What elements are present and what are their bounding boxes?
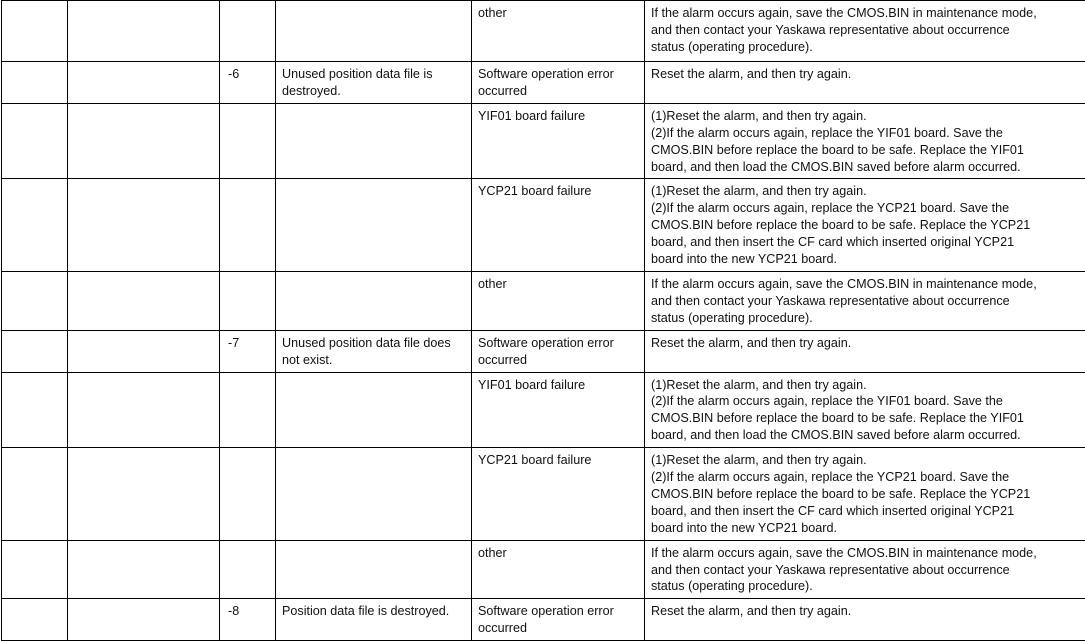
description-cell (276, 448, 472, 541)
alarm-name-cell (68, 271, 220, 330)
description-cell (276, 271, 472, 330)
alarm-number-cell (2, 103, 68, 179)
alarm-name-cell (68, 1, 220, 62)
alarm-name-cell (68, 62, 220, 104)
cause-cell: YCP21 board failure (472, 448, 645, 541)
sub-code-cell (220, 372, 276, 448)
cause-cell: YIF01 board failure (472, 103, 645, 179)
remedy-cell: Reset the alarm, and then try again. (645, 599, 1085, 641)
alarm-name-cell (68, 330, 220, 372)
remedy-cell: (1)Reset the alarm, and then try again. (2)If the alarm occurs again, replace the YIF01 board. Save the CMOS.BIN before replace the board to be safe. Replace the YIF01 board, and then load the CMOS.BIN saved before alarm occurred. (645, 372, 1085, 448)
alarm-number-cell (2, 62, 68, 104)
description-cell (276, 103, 472, 179)
alarm-name-cell (68, 599, 220, 641)
remedy-cell: If the alarm occurs again, save the CMOS.BIN in maintenance mode, and then contact your Yaskawa representative about occurrence status (operating procedure). (645, 540, 1085, 599)
description-cell (276, 372, 472, 448)
sub-code-cell (220, 1, 276, 62)
alarm-name-cell (68, 540, 220, 599)
sub-code-cell: -7 (220, 330, 276, 372)
table-row (2, 448, 1085, 541)
table-row (2, 540, 1085, 599)
sub-code-cell (220, 540, 276, 599)
alarm-name-cell (68, 103, 220, 179)
remedy-cell: Reset the alarm, and then try again. (645, 330, 1085, 372)
sub-code-cell: -8 (220, 599, 276, 641)
alarm-number-cell (2, 179, 68, 272)
cause-cell: other (472, 271, 645, 330)
cause-cell: Software operation error occurred (472, 62, 645, 104)
alarm-name-cell (68, 448, 220, 541)
remedy-cell: (1)Reset the alarm, and then try again. (2)If the alarm occurs again, replace the YCP21 board. Save the CMOS.BIN before replace the board to be safe. Replace the YCP21 board, and then insert the CF card which inserted original YCP21 board into the new YCP21 board. (645, 448, 1085, 541)
table-row (2, 179, 1085, 272)
alarm-table (1, 0, 1085, 641)
table-row (2, 103, 1085, 179)
remedy-cell: (1)Reset the alarm, and then try again. (2)If the alarm occurs again, replace the YCP21 board. Save the CMOS.BIN before replace the board to be safe. Replace the YCP21 board, and then insert the CF card which inserted original YCP21 board into the new YCP21 board. (645, 179, 1085, 272)
alarm-number-cell (2, 540, 68, 599)
cause-cell: other (472, 540, 645, 599)
description-cell (276, 179, 472, 272)
cause-cell: YIF01 board failure (472, 372, 645, 448)
alarm-number-cell (2, 372, 68, 448)
table-row (2, 271, 1085, 330)
table-row (2, 372, 1085, 448)
remedy-cell: Reset the alarm, and then try again. (645, 62, 1085, 104)
sub-code-cell (220, 179, 276, 272)
cause-cell: Software operation error occurred (472, 330, 645, 372)
cause-cell: Software operation error occurred (472, 599, 645, 641)
description-cell (276, 1, 472, 62)
alarm-name-cell (68, 372, 220, 448)
sub-code-cell (220, 448, 276, 541)
alarm-number-cell (2, 448, 68, 541)
alarm-number-cell (2, 271, 68, 330)
alarm-name-cell (68, 179, 220, 272)
alarm-number-cell (2, 599, 68, 641)
description-cell (276, 540, 472, 599)
description-cell: Unused position data file does not exist. (276, 330, 472, 372)
table-row (2, 1, 1085, 62)
description-cell: Position data file is destroyed. (276, 599, 472, 641)
table-row (2, 330, 1085, 372)
sub-code-cell (220, 271, 276, 330)
alarm-number-cell (2, 330, 68, 372)
cause-cell: YCP21 board failure (472, 179, 645, 272)
alarm-number-cell (2, 1, 68, 62)
remedy-cell: (1)Reset the alarm, and then try again. (2)If the alarm occurs again, replace the YIF01 board. Save the CMOS.BIN before replace the board to be safe. Replace the YIF01 board, and then load the CMOS.BIN saved before alarm occurred. (645, 103, 1085, 179)
description-cell: Unused position data file is destroyed. (276, 62, 472, 104)
table-row (2, 62, 1085, 104)
remedy-cell: If the alarm occurs again, save the CMOS.BIN in maintenance mode, and then contact your Yaskawa representative about occurrence status (operating procedure). (645, 271, 1085, 330)
sub-code-cell (220, 103, 276, 179)
table-row (2, 599, 1085, 641)
cause-cell: other (472, 1, 645, 62)
remedy-cell: If the alarm occurs again, save the CMOS.BIN in maintenance mode, and then contact your Yaskawa representative about occurrence status (operating procedure). (645, 1, 1085, 62)
sub-code-cell: -6 (220, 62, 276, 104)
